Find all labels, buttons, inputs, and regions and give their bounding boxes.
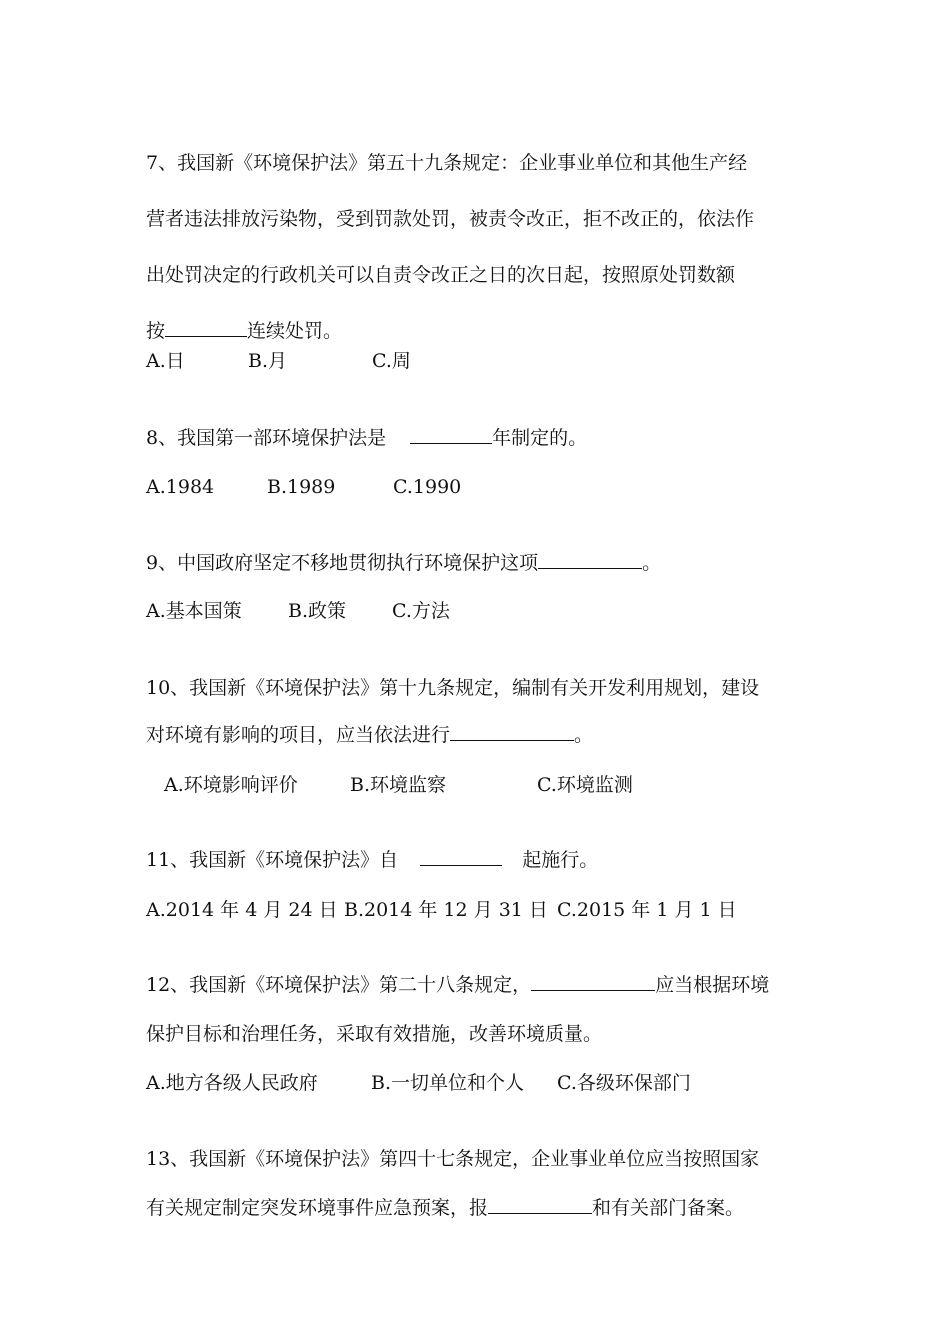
q10-option-a: A.环境影响评价 — [164, 774, 298, 796]
q8-option-b: B.1989 — [267, 476, 336, 498]
q13-text-line-1: 13、我国新《环境保护法》第四十七条规定，企业事业单位应当按照国家 — [146, 1148, 760, 1170]
q11-options — [146, 897, 737, 923]
q8-options — [146, 474, 461, 500]
q8-prefix: 8、我国第一部环境保护法是 — [146, 427, 387, 449]
q7-options — [146, 348, 411, 374]
q13-text-line-2 — [146, 1195, 744, 1221]
q7-text-line-2: 营者违法排放污染物，受到罚款处罚，被责令改正，拒不改正的，依法作 — [146, 208, 755, 230]
q12-line1-suffix: 应当根据环境 — [655, 974, 770, 996]
q12-options — [146, 1070, 691, 1096]
q9-option-b: B.政策 — [288, 600, 347, 622]
q13-line2-suffix: 和有关部门备案。 — [592, 1197, 745, 1219]
q7-answer-blank — [165, 318, 247, 337]
q10-option-c: C.环境监测 — [537, 774, 633, 796]
q9-answer-blank — [538, 550, 642, 569]
q8-text-line — [146, 425, 587, 451]
q9-option-a: A.基本国策 — [146, 600, 242, 622]
q12-option-c: C.各级环保部门 — [557, 1072, 691, 1094]
q9-options — [146, 598, 450, 624]
q11-option-c: C.2015 年 1 月 1 日 — [557, 899, 737, 921]
q9-option-c: C.方法 — [392, 600, 450, 622]
q10-option-b: B.环境监察 — [350, 774, 447, 796]
q7-line4-suffix: 连续处罚。 — [247, 320, 343, 342]
q8-suffix: 年制定的。 — [492, 427, 588, 449]
q12-line1-prefix: 12、我国新《环境保护法》第二十八条规定， — [146, 974, 532, 996]
q12-option-b: B.一切单位和个人 — [371, 1072, 525, 1094]
q7-text-line-4 — [146, 318, 342, 344]
q9-suffix: 。 — [642, 552, 662, 574]
q10-line2-prefix: 对环境有影响的项目，应当依法进行 — [146, 724, 451, 746]
q11-option-b: B.2014 年 12 月 31 日 — [344, 899, 548, 921]
q11-prefix: 11、我国新《环境保护法》自 — [146, 849, 399, 871]
q8-option-a: A.1984 — [146, 476, 215, 498]
q13-answer-blank — [488, 1195, 592, 1214]
q7-line4-prefix: 按 — [146, 320, 166, 342]
q7-text-line-3: 出处罚决定的行政机关可以自责令改正之日的次日起，按照原处罚数额 — [146, 264, 736, 286]
q12-option-a: A.地方各级人民政府 — [146, 1072, 318, 1094]
q9-text-line — [146, 550, 661, 576]
q8-answer-blank — [410, 425, 492, 444]
q12-text-line-1 — [146, 972, 769, 998]
q11-option-a: A.2014 年 4 月 24 日 — [146, 899, 338, 921]
q7-text-line-1: 7、我国新《环境保护法》第五十九条规定：企业事业单位和其他生产经 — [146, 152, 748, 174]
q7-option-a: A.日 — [146, 350, 185, 372]
q10-options — [164, 772, 633, 798]
q9-prefix: 9、中国政府坚定不移地贯彻执行环境保护这项 — [146, 552, 539, 574]
q12-answer-blank — [531, 972, 655, 991]
q10-line2-suffix: 。 — [574, 724, 594, 746]
q12-text-line-2: 保护目标和治理任务，采取有效措施，改善环境质量。 — [146, 1023, 603, 1045]
q11-suffix: 起施行。 — [522, 849, 599, 871]
q11-text-line — [146, 847, 598, 873]
q10-answer-blank — [450, 722, 574, 741]
q7-option-c: C.周 — [372, 350, 411, 372]
q7-option-b: B.月 — [248, 350, 288, 372]
q8-option-c: C.1990 — [393, 476, 462, 498]
q11-answer-blank — [420, 847, 502, 866]
q10-text-line-2 — [146, 722, 593, 748]
q10-text-line-1: 10、我国新《环境保护法》第十九条规定，编制有关开发利用规划，建设 — [146, 677, 760, 699]
q13-line2-prefix: 有关规定制定突发环境事件应急预案，报 — [146, 1197, 489, 1219]
